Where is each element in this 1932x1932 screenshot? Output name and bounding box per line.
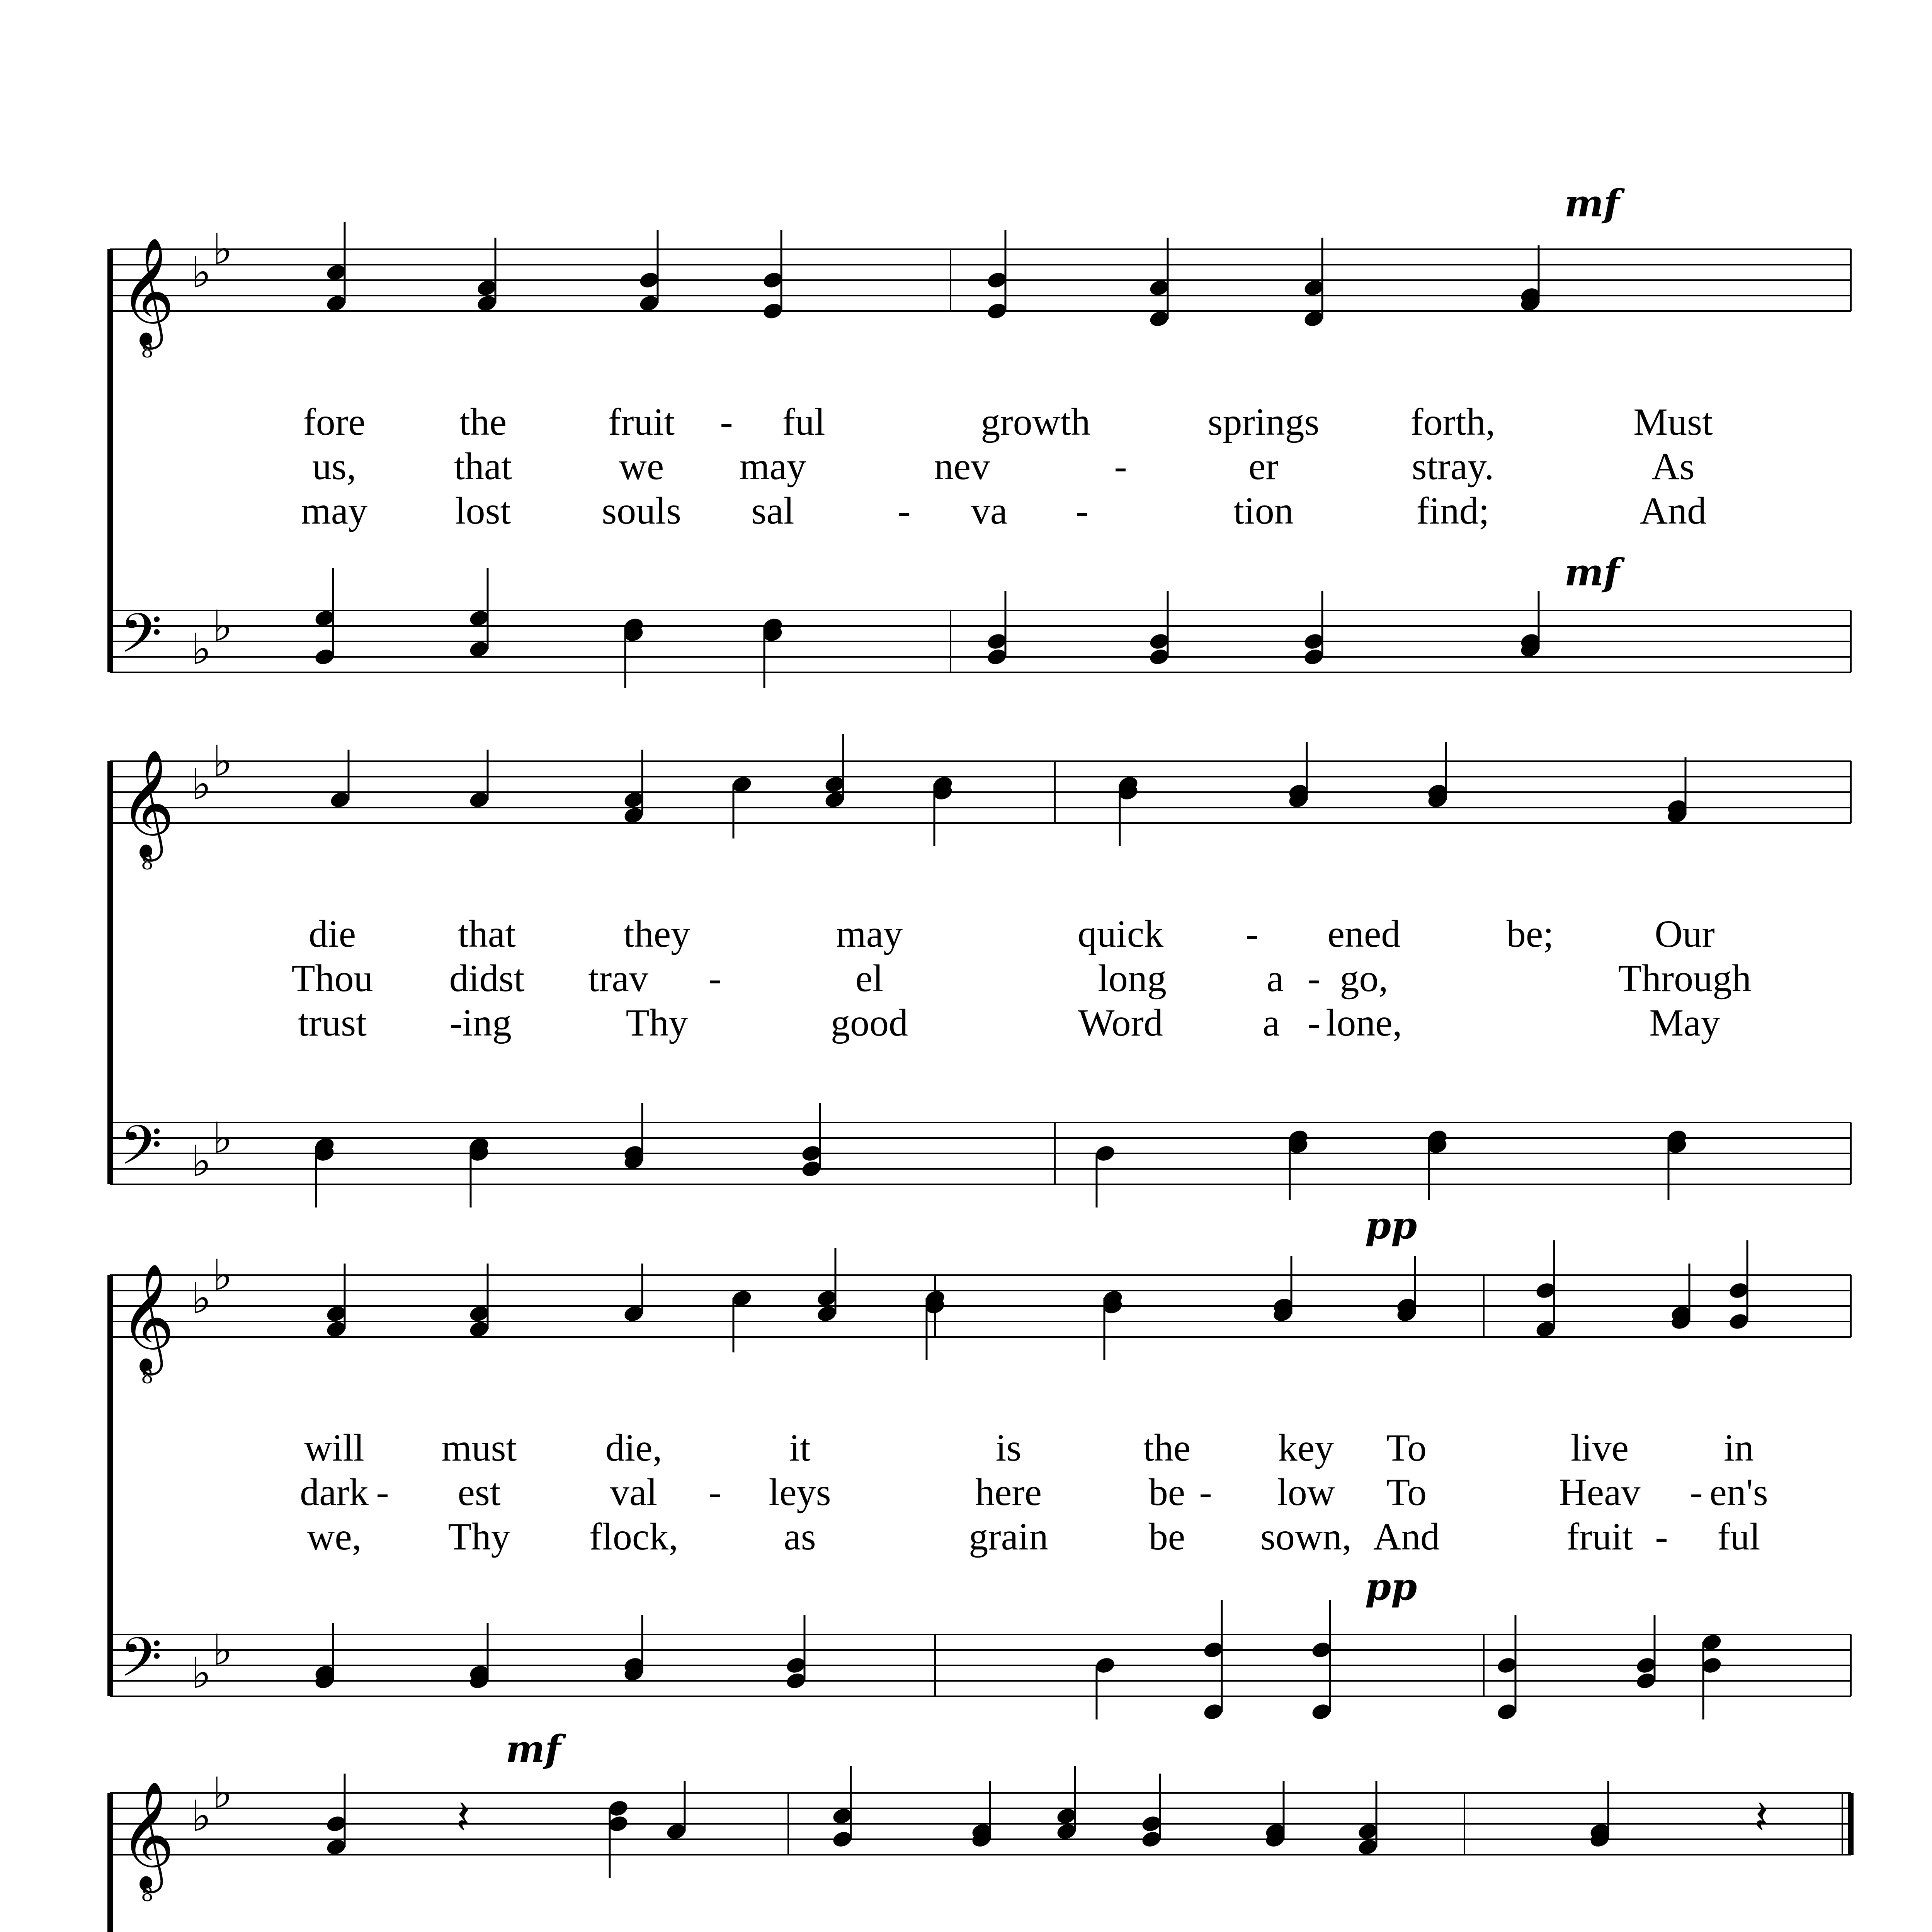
lyric-syllable: fruit bbox=[608, 400, 675, 443]
system-1 bbox=[110, 182, 1851, 688]
lyric-syllable: To bbox=[1386, 1471, 1427, 1514]
lyric-syllable: nev bbox=[934, 445, 990, 488]
lyric-syllable: must bbox=[441, 1426, 517, 1469]
lyric-syllable: may bbox=[739, 445, 806, 488]
lyric-syllable: Through bbox=[1618, 957, 1752, 1000]
flat-icon: ♭ bbox=[191, 248, 211, 297]
lyric-syllable: it bbox=[789, 1426, 811, 1469]
flat-icon: ♭ bbox=[213, 601, 233, 651]
lyric-syllable: that bbox=[458, 912, 516, 955]
bass-clef-icon: 𝄢 bbox=[120, 602, 162, 679]
lyric-syllable: live bbox=[1571, 1426, 1629, 1469]
lyric-syllable: low bbox=[1277, 1471, 1335, 1514]
lyric-syllable: is bbox=[995, 1426, 1022, 1469]
flat-icon: ♭ bbox=[191, 1274, 211, 1323]
lyric-syllable: may bbox=[301, 489, 368, 532]
flat-icon: ♭ bbox=[213, 736, 233, 786]
lyric-syllable: die bbox=[308, 912, 356, 955]
lyric-syllable: ful bbox=[782, 400, 825, 443]
lyric-syllable: growth bbox=[981, 400, 1090, 443]
flat-icon: ♭ bbox=[213, 224, 233, 274]
lyric-syllable: - bbox=[1307, 1001, 1320, 1044]
lyric-syllable: here bbox=[975, 1471, 1042, 1514]
lyric-syllable: va bbox=[971, 489, 1008, 532]
lyric-syllable: en's bbox=[1709, 1471, 1768, 1514]
dynamic-marking: pp bbox=[1365, 1565, 1417, 1609]
flat-icon: ♭ bbox=[191, 1791, 211, 1841]
system-3 bbox=[110, 1204, 1851, 1721]
lyric-syllable: val bbox=[610, 1471, 658, 1514]
lyric-syllable: trust bbox=[298, 1001, 367, 1044]
lyric-syllable: er bbox=[1248, 445, 1279, 488]
lyric-syllable: tion bbox=[1233, 489, 1294, 532]
lyric-syllable: as bbox=[784, 1515, 816, 1558]
flat-icon: ♭ bbox=[213, 1113, 233, 1163]
system-2 bbox=[110, 734, 1851, 1208]
flat-icon: ♭ bbox=[213, 1768, 233, 1818]
lyric-syllable: Must bbox=[1633, 400, 1713, 443]
lyric-syllable: we bbox=[619, 445, 664, 488]
lyric-syllable: - bbox=[449, 1001, 463, 1044]
lyric-syllable: - bbox=[1114, 445, 1127, 488]
lyric-syllable: long bbox=[1098, 957, 1167, 1000]
lyric-syllable: - bbox=[708, 957, 721, 1000]
treble-clef-icon: 𝄞 bbox=[120, 748, 175, 857]
bass-clef-icon: 𝄢 bbox=[120, 1626, 162, 1702]
flat-icon: ♭ bbox=[191, 624, 211, 674]
lyric-syllable: est bbox=[457, 1471, 501, 1514]
octave-marker: 8 bbox=[141, 1366, 153, 1388]
lyric-syllable: fruit bbox=[1566, 1515, 1633, 1558]
lyric-syllable: ened bbox=[1327, 912, 1401, 955]
quarter-rest-icon: 𝄽 bbox=[456, 1791, 470, 1844]
lyric-syllable: die, bbox=[605, 1426, 662, 1469]
lyric-syllable: a bbox=[1262, 1001, 1280, 1044]
lyric-syllable: - bbox=[1199, 1471, 1212, 1514]
lyric-syllable: us, bbox=[312, 445, 356, 488]
lyric-syllable: To bbox=[1386, 1426, 1427, 1469]
lyric-syllable: trav bbox=[588, 957, 648, 1000]
lyric-syllable: Thou bbox=[291, 957, 373, 1000]
flat-icon: ♭ bbox=[191, 1136, 211, 1186]
lyric-syllable: the bbox=[459, 400, 507, 443]
lyric-syllable: - bbox=[720, 400, 733, 443]
system-4 bbox=[110, 1727, 1851, 1932]
flat-icon: ♭ bbox=[191, 760, 211, 809]
lyric-syllable: sown, bbox=[1260, 1515, 1352, 1558]
lyric-syllable: Our bbox=[1655, 912, 1715, 955]
lyric-syllable: Heav bbox=[1559, 1471, 1641, 1514]
flat-icon: ♭ bbox=[191, 1648, 211, 1698]
lyric-syllable: good bbox=[831, 1001, 908, 1044]
lyric-syllable: will bbox=[304, 1426, 364, 1469]
dynamic-marking: mf bbox=[505, 1727, 561, 1771]
dynamic-marking: mf bbox=[1564, 551, 1620, 594]
lyric-syllable: may bbox=[836, 912, 903, 955]
lyric-syllable: - bbox=[898, 489, 911, 532]
lyric-syllable: we, bbox=[307, 1515, 362, 1558]
dynamic-marking: mf bbox=[1564, 182, 1620, 225]
lyric-syllable: dark bbox=[300, 1471, 369, 1514]
lyric-syllable: leys bbox=[769, 1471, 831, 1514]
lyric-syllable: didst bbox=[449, 957, 525, 1000]
lyric-syllable: Thy bbox=[626, 1001, 688, 1044]
lyric-syllable: May bbox=[1649, 1001, 1720, 1044]
lyric-syllable: And bbox=[1373, 1515, 1440, 1558]
lyric-syllable: stray. bbox=[1412, 445, 1494, 488]
lyric-syllable: a bbox=[1266, 957, 1284, 1000]
lyric-syllable: lone, bbox=[1326, 1001, 1402, 1044]
flat-icon: ♭ bbox=[213, 1625, 233, 1675]
lyric-syllable: fore bbox=[303, 400, 366, 443]
treble-clef-icon: 𝄞 bbox=[120, 236, 175, 345]
lyric-syllable: the bbox=[1143, 1426, 1191, 1469]
dynamic-marking: pp bbox=[1365, 1204, 1417, 1247]
lyric-syllable: in bbox=[1724, 1426, 1754, 1469]
lyric-syllable: - bbox=[708, 1471, 721, 1514]
octave-marker: 8 bbox=[141, 852, 153, 874]
bass-clef-icon: 𝄢 bbox=[120, 1114, 162, 1190]
lyric-syllable: And bbox=[1639, 489, 1707, 532]
treble-clef-icon: 𝄞 bbox=[120, 1780, 175, 1888]
lyric-syllable: they bbox=[623, 912, 690, 955]
lyric-syllable: ful bbox=[1717, 1515, 1760, 1558]
lyric-syllable: grain bbox=[969, 1515, 1048, 1558]
lyric-syllable: Word bbox=[1078, 1001, 1163, 1044]
lyric-syllable: sal bbox=[751, 489, 794, 532]
octave-marker: 8 bbox=[141, 340, 153, 362]
flat-icon: ♭ bbox=[213, 1250, 233, 1300]
lyric-syllable: forth, bbox=[1410, 400, 1495, 443]
lyric-syllable: flock, bbox=[589, 1515, 679, 1558]
quarter-rest-icon: 𝄽 bbox=[1754, 1791, 1769, 1844]
lyric-syllable: souls bbox=[602, 489, 681, 532]
lyric-syllable: As bbox=[1651, 445, 1695, 488]
lyric-syllable: - bbox=[1075, 489, 1088, 532]
lyric-syllable: find; bbox=[1416, 489, 1490, 532]
octave-marker: 8 bbox=[141, 1883, 153, 1906]
lyric-syllable: go, bbox=[1340, 957, 1388, 1000]
lyric-syllable: be bbox=[1148, 1515, 1185, 1558]
lyric-syllable: - bbox=[1690, 1471, 1703, 1514]
treble-clef-icon: 𝄞 bbox=[120, 1262, 175, 1371]
lyric-syllable: - bbox=[1655, 1515, 1668, 1558]
lyric-syllable: be; bbox=[1506, 912, 1554, 955]
lyric-syllable: Thy bbox=[448, 1515, 510, 1558]
lyric-syllable: that bbox=[454, 445, 512, 488]
lyric-syllable: - bbox=[1307, 957, 1320, 1000]
lyric-syllable: - bbox=[376, 1471, 389, 1514]
lyric-syllable: be bbox=[1148, 1471, 1185, 1514]
lyric-syllable: key bbox=[1278, 1426, 1334, 1469]
lyric-syllable: - bbox=[1245, 912, 1259, 955]
lyric-syllable: quick bbox=[1077, 912, 1164, 955]
lyric-syllable: springs bbox=[1208, 400, 1320, 443]
lyric-syllable: ing bbox=[462, 1001, 512, 1044]
lyric-syllable: lost bbox=[455, 489, 511, 532]
lyric-syllable: el bbox=[855, 957, 884, 1000]
